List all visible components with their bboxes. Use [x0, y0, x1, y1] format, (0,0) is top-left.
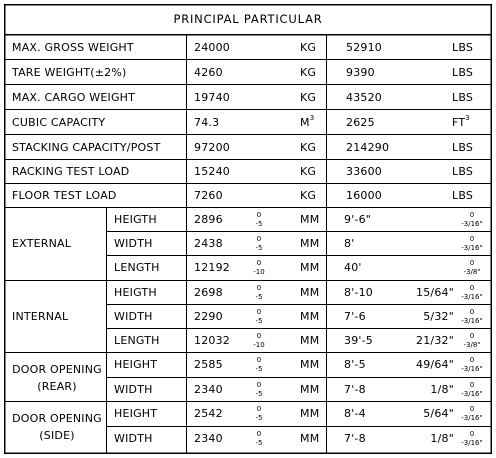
- row-label: CUBIC CAPACITY: [12, 115, 106, 129]
- imperial-tolerance-lower: -3/16": [461, 220, 483, 228]
- metric-unit: MM: [300, 261, 320, 274]
- imperial-value: 8'-5: [344, 358, 366, 371]
- imperial-value: 52910: [346, 40, 382, 54]
- metric-tolerance-lower: -5: [255, 390, 263, 398]
- metric-value: 7260: [194, 189, 223, 202]
- imperial-fraction: 21/32": [416, 334, 454, 347]
- imperial-value: 8'-4: [344, 407, 366, 420]
- metric-value: 19740: [194, 90, 230, 104]
- imperial-tolerance-lower: -3/16": [461, 414, 483, 422]
- imperial-fraction: 5/32": [423, 310, 454, 323]
- metric-value: 97200: [194, 140, 230, 154]
- group-label-sub: (SIDE): [39, 428, 75, 442]
- imperial-unit: LBS: [452, 189, 474, 202]
- row-label: RACKING TEST LOAD: [12, 165, 130, 178]
- imperial-value: 7'-8: [344, 383, 366, 396]
- imperial-tolerance-upper: 0: [469, 284, 475, 292]
- metric-tolerance-lower: -10: [253, 341, 265, 349]
- group-label: INTERNAL: [12, 310, 69, 323]
- imperial-unit: LBS: [452, 90, 474, 104]
- imperial-tolerance-upper: 0: [469, 235, 475, 243]
- metric-unit: MM: [300, 432, 320, 445]
- row-label: TARE WEIGHT(±2%): [12, 65, 127, 79]
- metric-value: 12192: [194, 261, 230, 274]
- imperial-tolerance-lower: -3/16": [461, 293, 483, 301]
- dimension-label: WIDTH: [114, 432, 153, 445]
- metric-value: 24000: [194, 40, 230, 54]
- metric-unit: MM: [300, 407, 320, 420]
- imperial-fraction: 1/8": [430, 432, 454, 445]
- imperial-tolerance-upper: 0: [469, 211, 475, 219]
- metric-tolerance-lower: -5: [255, 414, 263, 422]
- imperial-unit: LBS: [452, 65, 474, 79]
- row-label: FLOOR TEST LOAD: [12, 189, 117, 202]
- metric-value: 74.3: [194, 115, 220, 129]
- imperial-fraction: 5/64": [423, 407, 454, 420]
- imperial-value: 2625: [346, 115, 375, 129]
- metric-value: 2896: [194, 213, 223, 226]
- metric-unit: MM: [300, 213, 320, 226]
- imperial-value: 7'-6: [344, 310, 366, 323]
- imperial-value: 16000: [346, 189, 382, 202]
- metric-value: 2340: [194, 383, 223, 396]
- dimension-label: HEIGHT: [114, 358, 158, 371]
- metric-value: 2340: [194, 432, 223, 445]
- dimension-label: LENGTH: [114, 334, 160, 347]
- metric-unit: $M^3$: [300, 113, 315, 129]
- imperial-value: 39'-5: [344, 334, 373, 347]
- imperial-tolerance-lower: -3/16": [461, 439, 483, 447]
- dimension-label: HEIGTH: [114, 213, 157, 226]
- metric-unit: MM: [300, 310, 320, 323]
- metric-value: 2438: [194, 237, 223, 250]
- imperial-tolerance-lower: -3/16": [461, 244, 483, 252]
- imperial-tolerance-lower: -3/16": [461, 390, 483, 398]
- metric-tolerance-lower: -5: [255, 220, 263, 228]
- metric-unit: KG: [300, 90, 317, 104]
- group-label: DOOR OPENING: [12, 362, 102, 376]
- imperial-unit: LBS: [452, 165, 474, 178]
- dimension-label: WIDTH: [114, 310, 153, 323]
- imperial-unit: LBS: [452, 40, 474, 54]
- imperial-tolerance-lower: -3/8": [463, 341, 481, 349]
- metric-tolerance-lower: -5: [255, 317, 263, 325]
- metric-tolerance-upper: 0: [256, 211, 262, 219]
- row-label: STACKING CAPACITY/POST: [12, 140, 161, 154]
- imperial-unit: $FT^3$: [452, 113, 470, 129]
- metric-value: 2542: [194, 407, 223, 420]
- imperial-tolerance-upper: 0: [469, 259, 475, 267]
- imperial-fraction: 15/64": [416, 286, 454, 299]
- metric-value: 4260: [194, 65, 223, 79]
- metric-unit: MM: [300, 286, 320, 299]
- imperial-tolerance-upper: 0: [469, 308, 475, 316]
- dimension-label: HEIGHT: [114, 407, 158, 420]
- imperial-value: 8': [344, 237, 355, 250]
- metric-unit: MM: [300, 334, 320, 347]
- metric-tolerance-upper: 0: [256, 235, 262, 243]
- metric-unit: KG: [300, 40, 317, 54]
- metric-tolerance-upper: 0: [256, 381, 262, 389]
- dimension-label: HEIGTH: [114, 286, 157, 299]
- imperial-value: 214290: [346, 140, 390, 154]
- metric-value: 2585: [194, 358, 223, 371]
- imperial-value: 43520: [346, 90, 382, 104]
- imperial-tolerance-lower: -3/16": [461, 317, 483, 325]
- imperial-fraction: 1/8": [430, 383, 454, 396]
- metric-unit: KG: [300, 65, 317, 79]
- imperial-tolerance-upper: 0: [469, 356, 475, 364]
- imperial-value: 8'-10: [344, 286, 373, 299]
- principal-particular-table: [4, 4, 492, 454]
- metric-tolerance-lower: -5: [255, 439, 263, 447]
- metric-unit: MM: [300, 358, 320, 371]
- metric-unit: MM: [300, 237, 320, 250]
- metric-tolerance-upper: 0: [256, 308, 262, 316]
- group-label: DOOR OPENING: [12, 411, 102, 425]
- imperial-value: 7'-8: [344, 432, 366, 445]
- imperial-value: 33600: [346, 165, 382, 178]
- metric-tolerance-upper: 0: [256, 356, 262, 364]
- metric-tolerance-upper: 0: [256, 259, 262, 267]
- dimension-label: WIDTH: [114, 383, 153, 396]
- metric-tolerance-lower: -5: [255, 365, 263, 373]
- imperial-tolerance-upper: 0: [469, 430, 475, 438]
- metric-tolerance-upper: 0: [256, 284, 262, 292]
- metric-tolerance-upper: 0: [256, 430, 262, 438]
- metric-tolerance-upper: 0: [256, 332, 262, 340]
- row-label: MAX. GROSS WEIGHT: [12, 40, 134, 54]
- dimension-label: WIDTH: [114, 237, 153, 250]
- imperial-value: 9390: [346, 65, 375, 79]
- imperial-unit: LBS: [452, 140, 474, 154]
- table-title: PRINCIPAL PARTICULAR: [173, 12, 323, 26]
- metric-tolerance-upper: 0: [256, 405, 262, 413]
- metric-unit: KG: [300, 140, 317, 154]
- metric-unit: MM: [300, 383, 320, 396]
- imperial-value: 40': [344, 261, 362, 274]
- metric-tolerance-lower: -5: [255, 293, 263, 301]
- imperial-tolerance-lower: -3/8": [463, 268, 481, 276]
- metric-unit: KG: [300, 189, 317, 202]
- row-label: MAX. CARGO WEIGHT: [12, 90, 136, 104]
- metric-unit: KG: [300, 165, 317, 178]
- imperial-value: 9'-6": [344, 213, 372, 226]
- imperial-tolerance-upper: 0: [469, 405, 475, 413]
- imperial-tolerance-upper: 0: [469, 332, 475, 340]
- metric-value: 15240: [194, 165, 230, 178]
- metric-tolerance-lower: -10: [253, 268, 265, 276]
- imperial-tolerance-lower: -3/16": [461, 365, 483, 373]
- imperial-fraction: 49/64": [416, 358, 454, 371]
- imperial-tolerance-upper: 0: [469, 381, 475, 389]
- metric-value: 2290: [194, 310, 223, 323]
- dimension-label: LENGTH: [114, 261, 160, 274]
- group-label: EXTERNAL: [12, 237, 72, 250]
- metric-value: 12032: [194, 334, 230, 347]
- group-label-sub: (REAR): [37, 379, 77, 393]
- metric-tolerance-lower: -5: [255, 244, 263, 252]
- metric-value: 2698: [194, 286, 223, 299]
